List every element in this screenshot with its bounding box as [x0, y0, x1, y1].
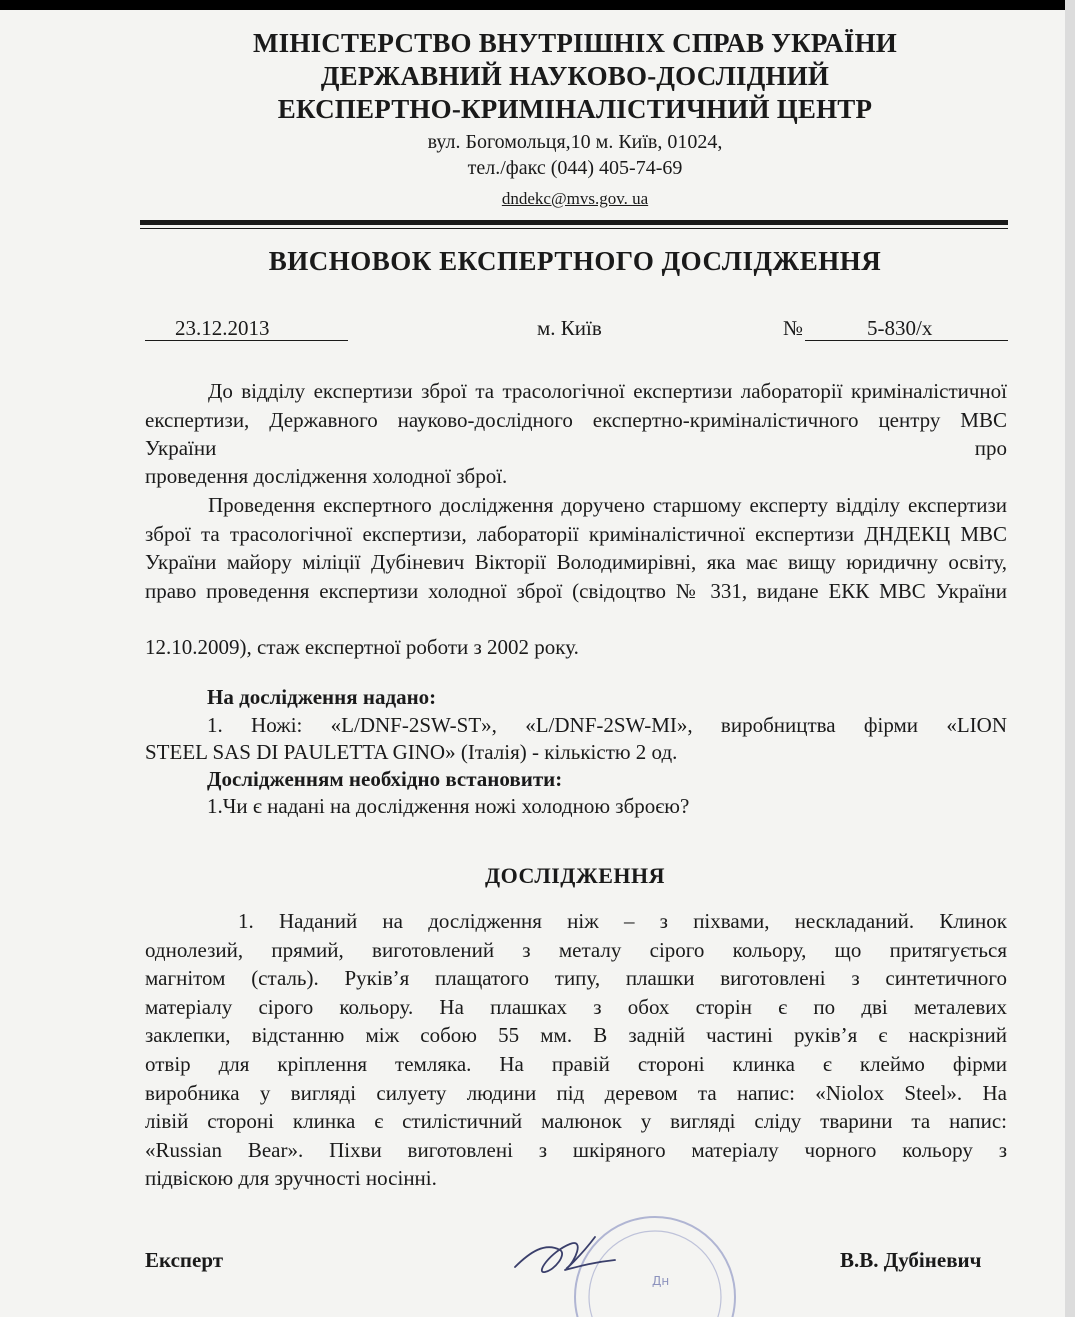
research-line: заклепки, відстанню між собою 55 мм. В задній частині руків’я є наскрізний: [145, 1023, 1007, 1048]
submitted-item: [207, 711, 1007, 740]
submitted-item-cont: STEEL SAS DI PAULETTA GINO» (Італія) - кількістю 2 од.: [145, 740, 678, 764]
research-line: лівій стороні клинка є стилістичний малюнок у вигляді сліду тварини та напис:: [145, 1109, 1007, 1134]
document-title: ВИСНОВОК ЕКСПЕРТНОГО ДОСЛІДЖЕННЯ: [268, 246, 882, 276]
question-heading: Дослідженням необхідно встановити:: [207, 767, 563, 791]
number-label: №: [783, 316, 804, 340]
intro-paragraph-1: До відділу експертизи зброї та трасологічної експертизи лабораторії криміналістичної експертизи, Державного науково-дослідного експертно-криміналістичного центру МВС України про: [145, 379, 1007, 461]
research-line: отвір для кріплення темляка. На правій стороні клинка є клеймо фірми: [145, 1051, 1007, 1076]
institute-title-2: ЕКСПЕРТНО-КРИМІНАЛІСТИЧНИЙ ЦЕНТР: [277, 94, 873, 124]
expert-label: Експерт: [145, 1248, 224, 1272]
intro-paragraph-1-last: проведення дослідження холодної зброї.: [145, 464, 508, 488]
document-date: 23.12.2013: [175, 316, 270, 340]
submitted-heading: На дослідження надано:: [207, 685, 437, 709]
intro-paragraph-2-last: 12.10.2009), стаж експертної роботи з 2002 року.: [145, 635, 579, 659]
question-item: 1.Чи є надані на дослідження ножі холодною зброєю?: [207, 794, 690, 818]
signature-icon: [505, 1222, 625, 1292]
document-city: м. Київ: [537, 316, 602, 340]
research-line: матеріалу сірого кольору. На плашках з обох сторін є по дві металевих: [145, 994, 1007, 1019]
stamp-text: Дн: [652, 1274, 670, 1288]
expert-name: В.В. Дубіневич: [840, 1248, 982, 1272]
number-underline: [805, 340, 1008, 341]
research-line: «Russian Bear». Піхви виготовлені з шкіряного матеріалу чорного кольору з: [145, 1137, 1007, 1162]
email-line: [0, 187, 1065, 210]
research-line: однолезий, прямий, виготовлений з металу сірого кольору, що притягується: [145, 937, 1007, 962]
research-line: магнітом (сталь). Руків’я плащатого типу, плашки виготовлені з синтетичного: [145, 966, 1007, 991]
phone-fax: тел./факс (044) 405-74-69: [467, 157, 683, 179]
research-line: виробника у вигляді силуету людини під деревом та напис: «Niolox Steel». На: [145, 1080, 1007, 1105]
intro-paragraph-2: Проведення експертного дослідження доручено старшому експерту відділу експертизи зброї та трасологічної експертизи, лабораторії криміналістичної експертизи ДНДЕКЦ МВС України майору міліції Дубіневич Вікторії Володимирівні, яка має вищу юридичну освіту, право проведення експертизи холодної зброї (свідоцтво № 331, видане ЕКК МВС України: [145, 493, 1007, 603]
research-line: підвіскою для зручності носінні.: [145, 1166, 437, 1191]
document-page: [0, 10, 1065, 1317]
institute-title-1: ДЕРЖАВНИЙ НАУКОВО-ДОСЛІДНИЙ: [320, 61, 830, 91]
submitted-item-text: 1. Ножі: «L/DNF-2SW-ST», «L/DNF-2SW-MI», виробництва фірми «LION: [207, 713, 1007, 737]
address: вул. Богомольця,10 м. Київ, 01024,: [427, 131, 723, 153]
research-body: [145, 907, 1007, 1193]
email-link[interactable]: dndekc@mvs.gov. ua: [501, 189, 649, 208]
header-divider-thick: [140, 220, 1008, 225]
date-underline: [145, 340, 348, 341]
scan-edge: [1065, 0, 1075, 1317]
ministry-title: МІНІСТЕРСТВО ВНУТРІШНІХ СПРАВ УКРАЇНИ: [253, 28, 897, 58]
document-number: 5-830/х: [867, 316, 933, 340]
research-heading: ДОСЛІДЖЕННЯ: [485, 863, 665, 888]
research-line: 1. Наданий на дослідження ніж – з піхвами, нескладаний. Клинок: [238, 909, 1007, 933]
header-divider-thin: [140, 228, 1008, 229]
